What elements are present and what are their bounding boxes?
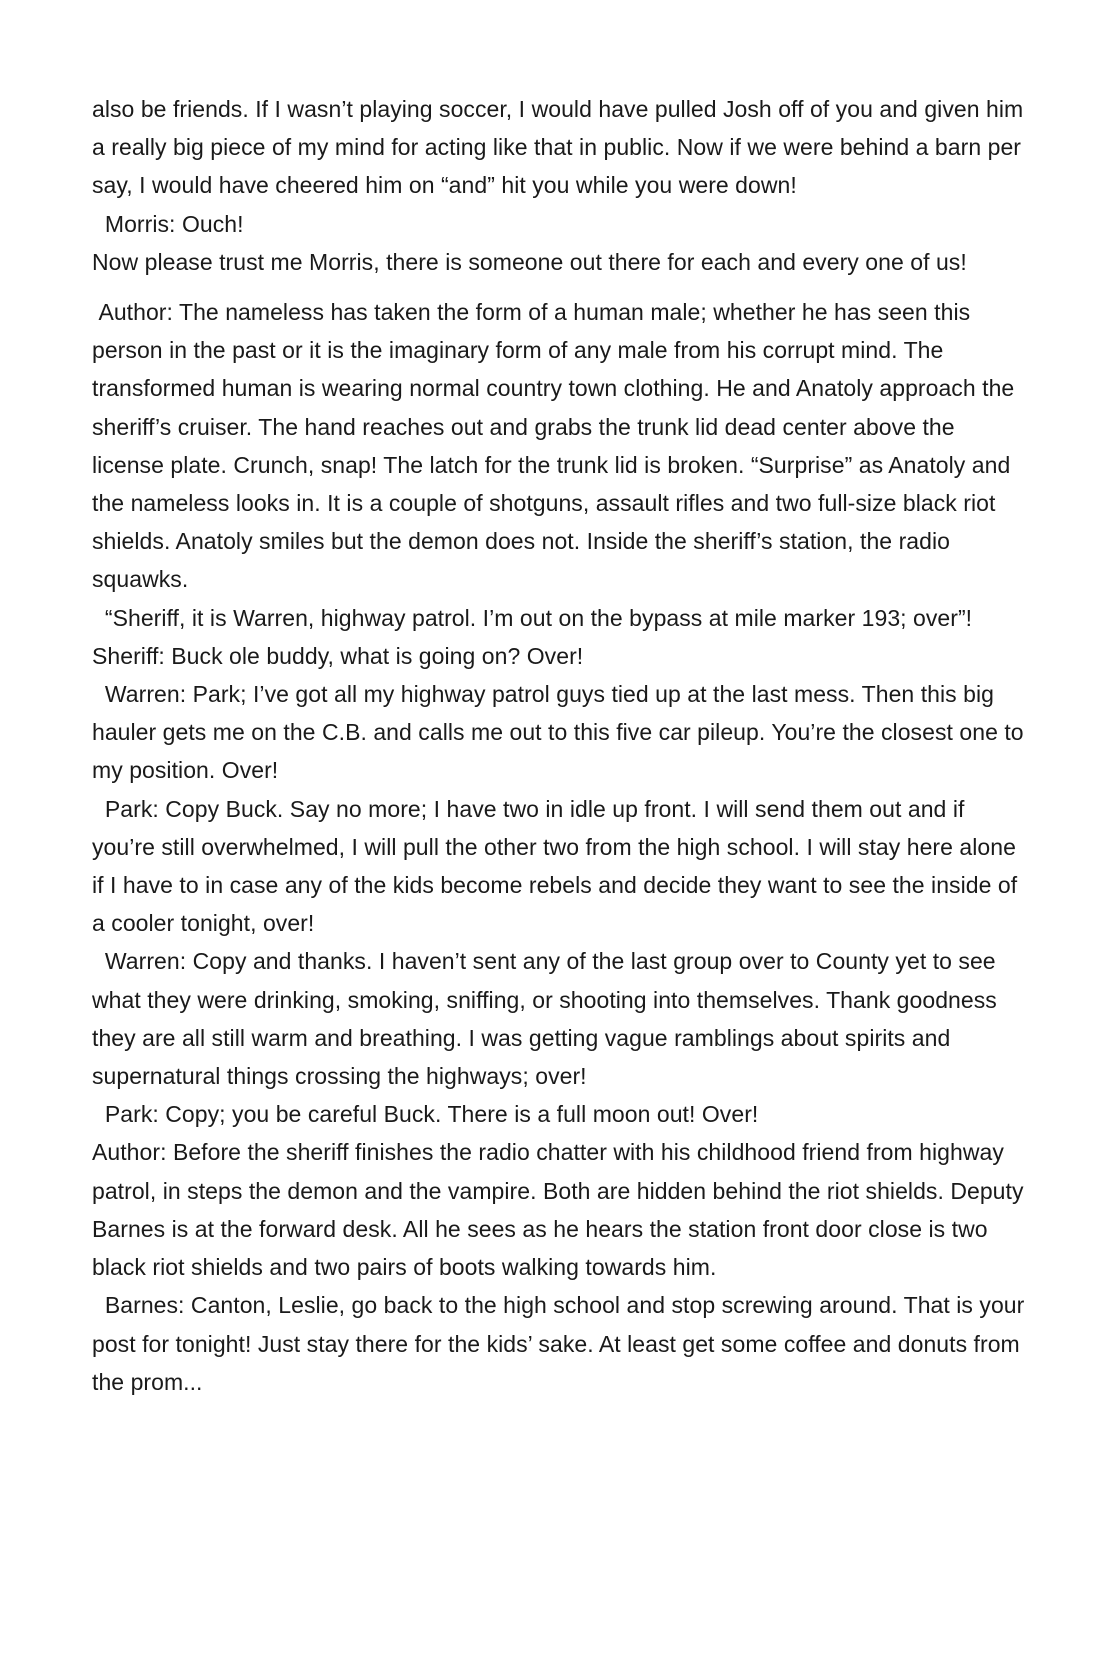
paragraph-2: Morris: Ouch! <box>92 210 244 237</box>
paragraph-1: also be friends. If I wasn’t playing soccer, I would have pulled Josh off of you and given him a really big piece of my mind for acting like that in public. Now if we were behind a barn per say, I would have cheered him on “and” hit you while you were down! <box>92 96 1024 199</box>
paragraph-9: Warren: Copy and thanks. I haven’t sent any of the last group over to County yet to see what they were drinking, smoking, sniffing, or shooting into themselves. Thank goodness they are all still warm and breathing. I was getting vague ramblings about spirits and supernatural things crossing the highways; over! <box>92 948 997 1090</box>
paragraph-6: Sheriff: Buck ole buddy, what is going on? Over! <box>92 642 584 669</box>
paragraph-11: Author: Before the sheriff finishes the radio chatter with his childhood friend from highway patrol, in steps the demon and the vampire. Both are hidden behind the riot shields. Deputy Barnes is at the forward desk. All he sees as he hears the station front door close is two black riot shields and two pairs of boots walking towards him. <box>92 1139 1024 1281</box>
paragraph-gap <box>92 281 1032 293</box>
paragraph-10: Park: Copy; you be careful Buck. There is a full moon out! Over! <box>92 1101 759 1128</box>
paragraph-4: Author: The nameless has taken the form of a human male; whether he has seen this person in the past or it is the imaginary form of any male from his corrupt mind. The transformed human is wearing normal country town clothing. He and Anatoly approach the sheriff’s cruiser. The hand reaches out and grabs the trunk lid dead center above the license plate. Crunch, snap! The latch for the trunk lid is broken. “Surprise” as Anatoly and the nameless looks in. It is a couple of shotguns, assault rifles and two full-size black riot shields. Anatoly smiles but the demon does not. Inside the sheriff’s station, the radio squawks. <box>92 299 1015 593</box>
paragraph-12: Barnes: Canton, Leslie, go back to the high school and stop screwing around. That is your post for tonight! Just stay there for the kids’ sake. At least get some coffee and donuts from the prom... <box>92 1292 1025 1395</box>
paragraph-5: “Sheriff, it is Warren, highway patrol. I’m out on the bypass at mile marker 193; over”! <box>92 604 973 631</box>
paragraph-3: Now please trust me Morris, there is someone out there for each and every one of us! <box>92 248 967 275</box>
paragraph-8: Park: Copy Buck. Say no more; I have two in idle up front. I will send them out and if you’re still overwhelmed, I will pull the other two from the high school. I will stay here alone if I have to in case any of the kids become rebels and decide they want to see the inside of a cooler tonight, over! <box>92 795 1018 937</box>
paragraph-7: Warren: Park; I’ve got all my highway patrol guys tied up at the last mess. Then this big hauler gets me on the C.B. and calls me out to this five car pileup. You’re the closest one to my position. Over! <box>92 681 1024 784</box>
